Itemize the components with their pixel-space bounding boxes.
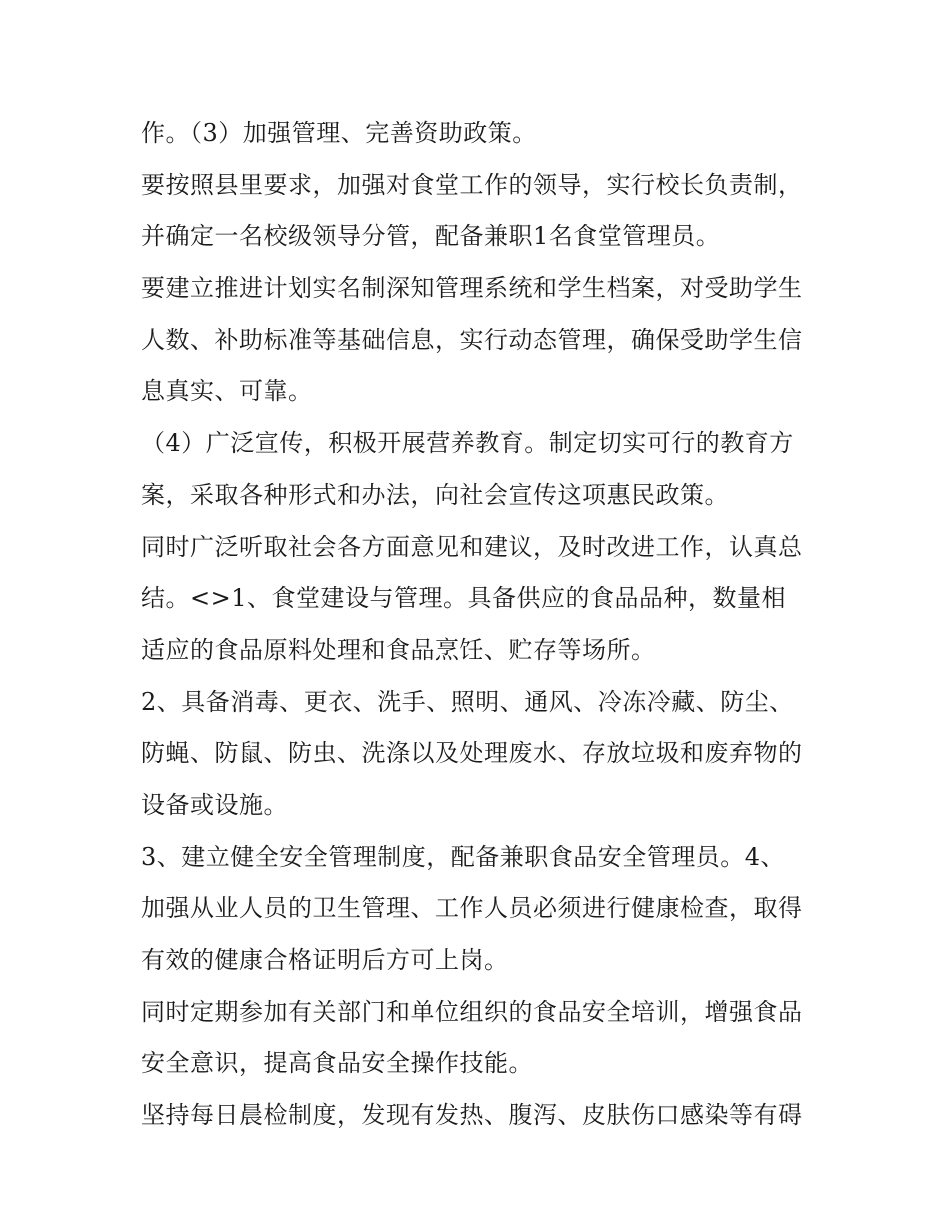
text-line: （4）广泛宣传，积极开展营养教育。制定切实可行的教育方 bbox=[141, 429, 794, 458]
text-line: 并确定一名校级领导分管，配备兼职1名食堂管理员。 bbox=[141, 222, 721, 251]
text-line: 坚持每日晨检制度，发现有发热、腹泻、皮肤伤口感染等有碍 bbox=[141, 1101, 803, 1130]
text-line: 要建立推进计划实名制深知管理系统和学生档案，对受助学生 bbox=[141, 274, 803, 303]
text-line: 结。<>1、食堂建设与管理。具备供应的食品品种，数量相 bbox=[141, 584, 786, 613]
text-line: 3、建立健全安全管理制度，配备兼职食品安全管理员。4、 bbox=[141, 842, 786, 871]
text-line: 加强从业人员的卫生管理、工作人员必须进行健康检查，取得 bbox=[141, 894, 803, 923]
text-line: 人数、补助标准等基础信息，实行动态管理，确保受助学生信 bbox=[141, 325, 803, 354]
document-body bbox=[141, 108, 821, 1142]
text-line: 同时定期参加有关部门和单位组织的食品安全培训，增强食品 bbox=[141, 997, 803, 1026]
text-line: 2、具备消毒、更衣、洗手、照明、通风、冷冻冷藏、防尘、 bbox=[141, 687, 794, 716]
text-line: 适应的食品原料处理和食品烹饪、贮存等场所。 bbox=[141, 635, 656, 664]
text-line: 作。（3）加强管理、完善资助政策。 bbox=[141, 119, 537, 147]
text-line: 要按照县里要求，加强对食堂工作的领导，实行校长负责制， bbox=[141, 170, 803, 199]
text-line: 有效的健康合格证明后方可上岗。 bbox=[141, 946, 509, 974]
text-line: 防蝇、防鼠、防虫、洗涤以及处理废水、存放垃圾和废弃物的 bbox=[141, 739, 803, 768]
text-line: 设备或设施。 bbox=[141, 790, 288, 819]
text-line: 同时广泛听取社会各方面意见和建议，及时改进工作，认真总 bbox=[141, 532, 803, 561]
text-line: 安全意识，提高食品安全操作技能。 bbox=[141, 1049, 533, 1078]
text-line: 案，采取各种形式和办法，向社会宣传这项惠民政策。 bbox=[141, 480, 729, 509]
text-line: 息真实、可靠。 bbox=[141, 377, 313, 406]
